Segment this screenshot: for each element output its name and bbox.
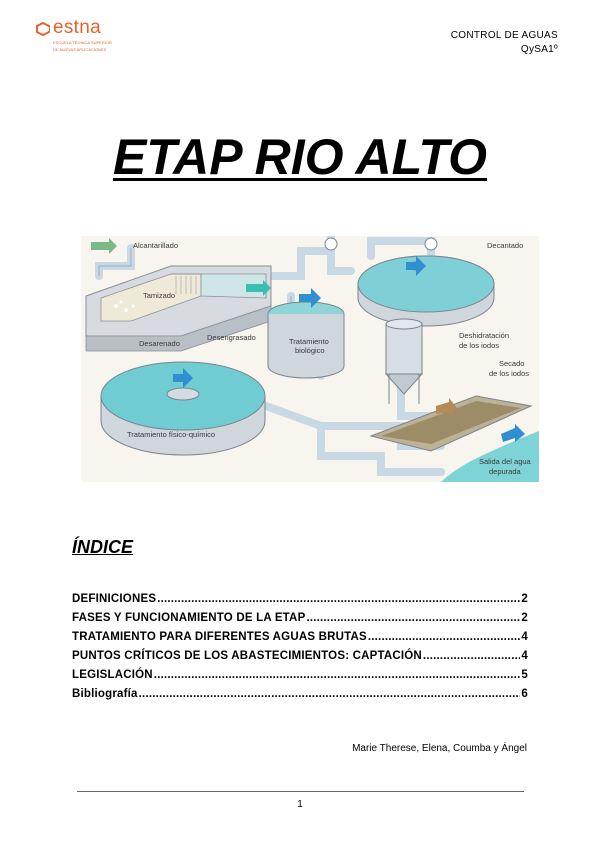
toc-page: 2: [521, 593, 528, 605]
toc-label: LEGISLACIÓN: [72, 669, 153, 681]
label-secado-1: Secado: [499, 359, 525, 368]
header-subject: CONTROL DE AGUAS: [450, 30, 558, 41]
label-tratamiento-biologico-1: Tratamiento: [289, 337, 329, 346]
toc-leader: [157, 593, 520, 605]
label-deshidratacion-1: Deshidratación: [459, 331, 510, 340]
toc-label: TRATAMIENTO PARA DIFERENTES AGUAS BRUTAS: [72, 631, 367, 643]
index-heading: ÍNDICE: [72, 537, 134, 557]
label-desarenado: Desarenado: [139, 339, 180, 348]
logo-wordmark: estna: [53, 17, 101, 38]
label-decantado: Decantado: [487, 241, 524, 250]
header-course-info: [451, 29, 558, 57]
toc-leader: [423, 650, 520, 662]
decanter-tank: [358, 256, 494, 326]
estna-logo: [36, 17, 126, 56]
label-tamizado: Tamizado: [143, 291, 176, 300]
document-title: ETAP RIO ALTO: [112, 129, 488, 185]
toc-label: FASES Y FUNCIONAMIENTO DE LA ETAP: [72, 612, 306, 624]
label-fisico-quimico: Tratamiento físico-químico: [127, 430, 216, 439]
toc-leader: [368, 631, 521, 643]
toc-leader: [154, 669, 521, 681]
toc-page: 5: [521, 669, 528, 681]
toc-label: PUNTOS CRÍTICOS DE LOS ABASTECIMIENTOS: CAPTACIÓN: [72, 650, 422, 662]
meter-icon: [325, 238, 337, 250]
physicochemical-tank: [101, 362, 265, 455]
toc-page: 4: [521, 650, 528, 662]
toc-leader: [306, 612, 520, 624]
toc-page: 2: [521, 612, 528, 624]
toc-item[interactable]: [72, 593, 528, 612]
toc-label: Bibliografía: [72, 688, 138, 700]
toc-page: 4: [521, 631, 528, 643]
toc-item[interactable]: [72, 631, 528, 650]
label-tratamiento-biologico-2: biológico: [295, 346, 325, 355]
toc-item[interactable]: [72, 688, 528, 707]
logo-mark-icon: [36, 22, 50, 36]
toc-item[interactable]: [72, 669, 528, 688]
toc-page: 6: [521, 688, 528, 700]
logo-tagline-2: DE NUEVAS APLICACIONES: [53, 47, 107, 52]
meter-icon: [425, 238, 437, 250]
header-group: QySA1º: [520, 44, 558, 55]
label-salida-2: depurada: [489, 467, 521, 476]
label-deshidratacion-2: de los iodos: [459, 341, 500, 350]
toc-item[interactable]: [72, 650, 528, 669]
label-secado-2: de los iodos: [489, 369, 530, 378]
toc-item[interactable]: [72, 612, 528, 631]
page-number: 1: [297, 799, 303, 810]
label-salida-1: Salida del agua: [479, 457, 531, 466]
logo-tagline-1: ESCUELA TÉCNICA SUPERIOR: [53, 40, 112, 45]
toc-label: DEFINICIONES: [72, 593, 157, 605]
label-alcantarillado: Alcantarillado: [133, 241, 179, 250]
water-treatment-diagram: [81, 236, 539, 482]
label-desengrasado: Desengrasado: [207, 333, 256, 342]
table-of-contents: [72, 593, 528, 707]
toc-leader: [139, 688, 521, 700]
footer-divider: [77, 791, 524, 792]
authors: Marie Therese, Elena, Coumba y Ángel: [352, 743, 527, 754]
